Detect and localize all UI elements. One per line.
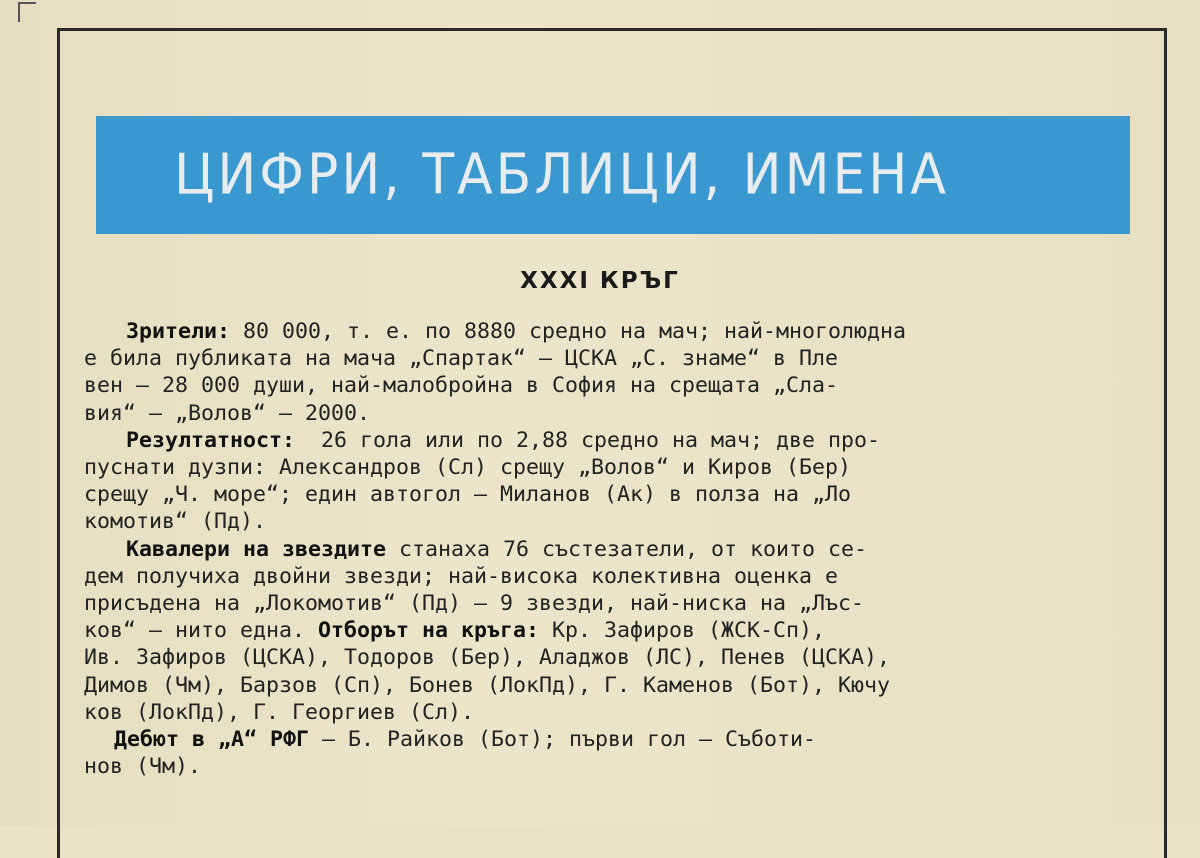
article-body <box>84 318 1124 780</box>
paragraph-spectators: Зрители: 80 000, т. е. по 8880 средно на мач; най-многолюдна е била публиката на мача „Спартак“ — ЦСКА „С. знаме“ в Пле вен — 28 000 души, най-малобройна в София на срещата „Сла- вия“ — „Волов“ — 2000. <box>84 319 907 426</box>
banner-title: ЦИФРИ, ТАБЛИЦИ, ИМЕНА <box>174 142 949 208</box>
label-stars: Кавалери на звездите <box>126 536 387 562</box>
label-scoring: Резултатност: <box>126 427 296 453</box>
label-team-of-round: Отборът на кръга: <box>318 618 540 644</box>
paragraph-stars: Кавалери на звездите станаха 76 състезатели, от които се- дем получиха двойни звезди; най-висока колективна оценка е присъдена на „Локомотив“ (Пд) — 9 звезди, най-ниска на „Лъс- ков“ — нито една. Отборът на кръга: Кр. Зафиров (ЖСК-Сп), Ив. Зафиров (ЦСКА), Тодоров (Бер), Аладжов (ЛС), Пенев (ЦСКА), Димов (Чм), Барзов (Сп), Бонев (ЛокПд), Г. Каменов (Бот), Кючу ков (ЛокПд), Г. Георгиев (Сл). <box>84 536 891 725</box>
round-title: XXXI КРЪГ <box>520 268 680 294</box>
section-banner <box>96 116 1130 234</box>
label-spectators: Зрители: <box>126 319 231 344</box>
corner-mark <box>18 2 36 22</box>
paragraph-scoring: Резултатност: 26 гола или по 2,88 средно на мач; две про- пуснати дузпи: Александров (Сл) срещу „Волов“ и Киров (Бер) срещу „Ч. море“; един автогол — Миланов (Ак) в полза на „Ло комотив“ (Пд). <box>84 427 881 535</box>
label-debut: Дебют в „А“ РФГ <box>114 727 310 753</box>
paragraph-debut: Дебют в „А“ РФГ — Б. Райков (Бот); първи гол — Съботи- нов (Чм). <box>84 727 817 780</box>
